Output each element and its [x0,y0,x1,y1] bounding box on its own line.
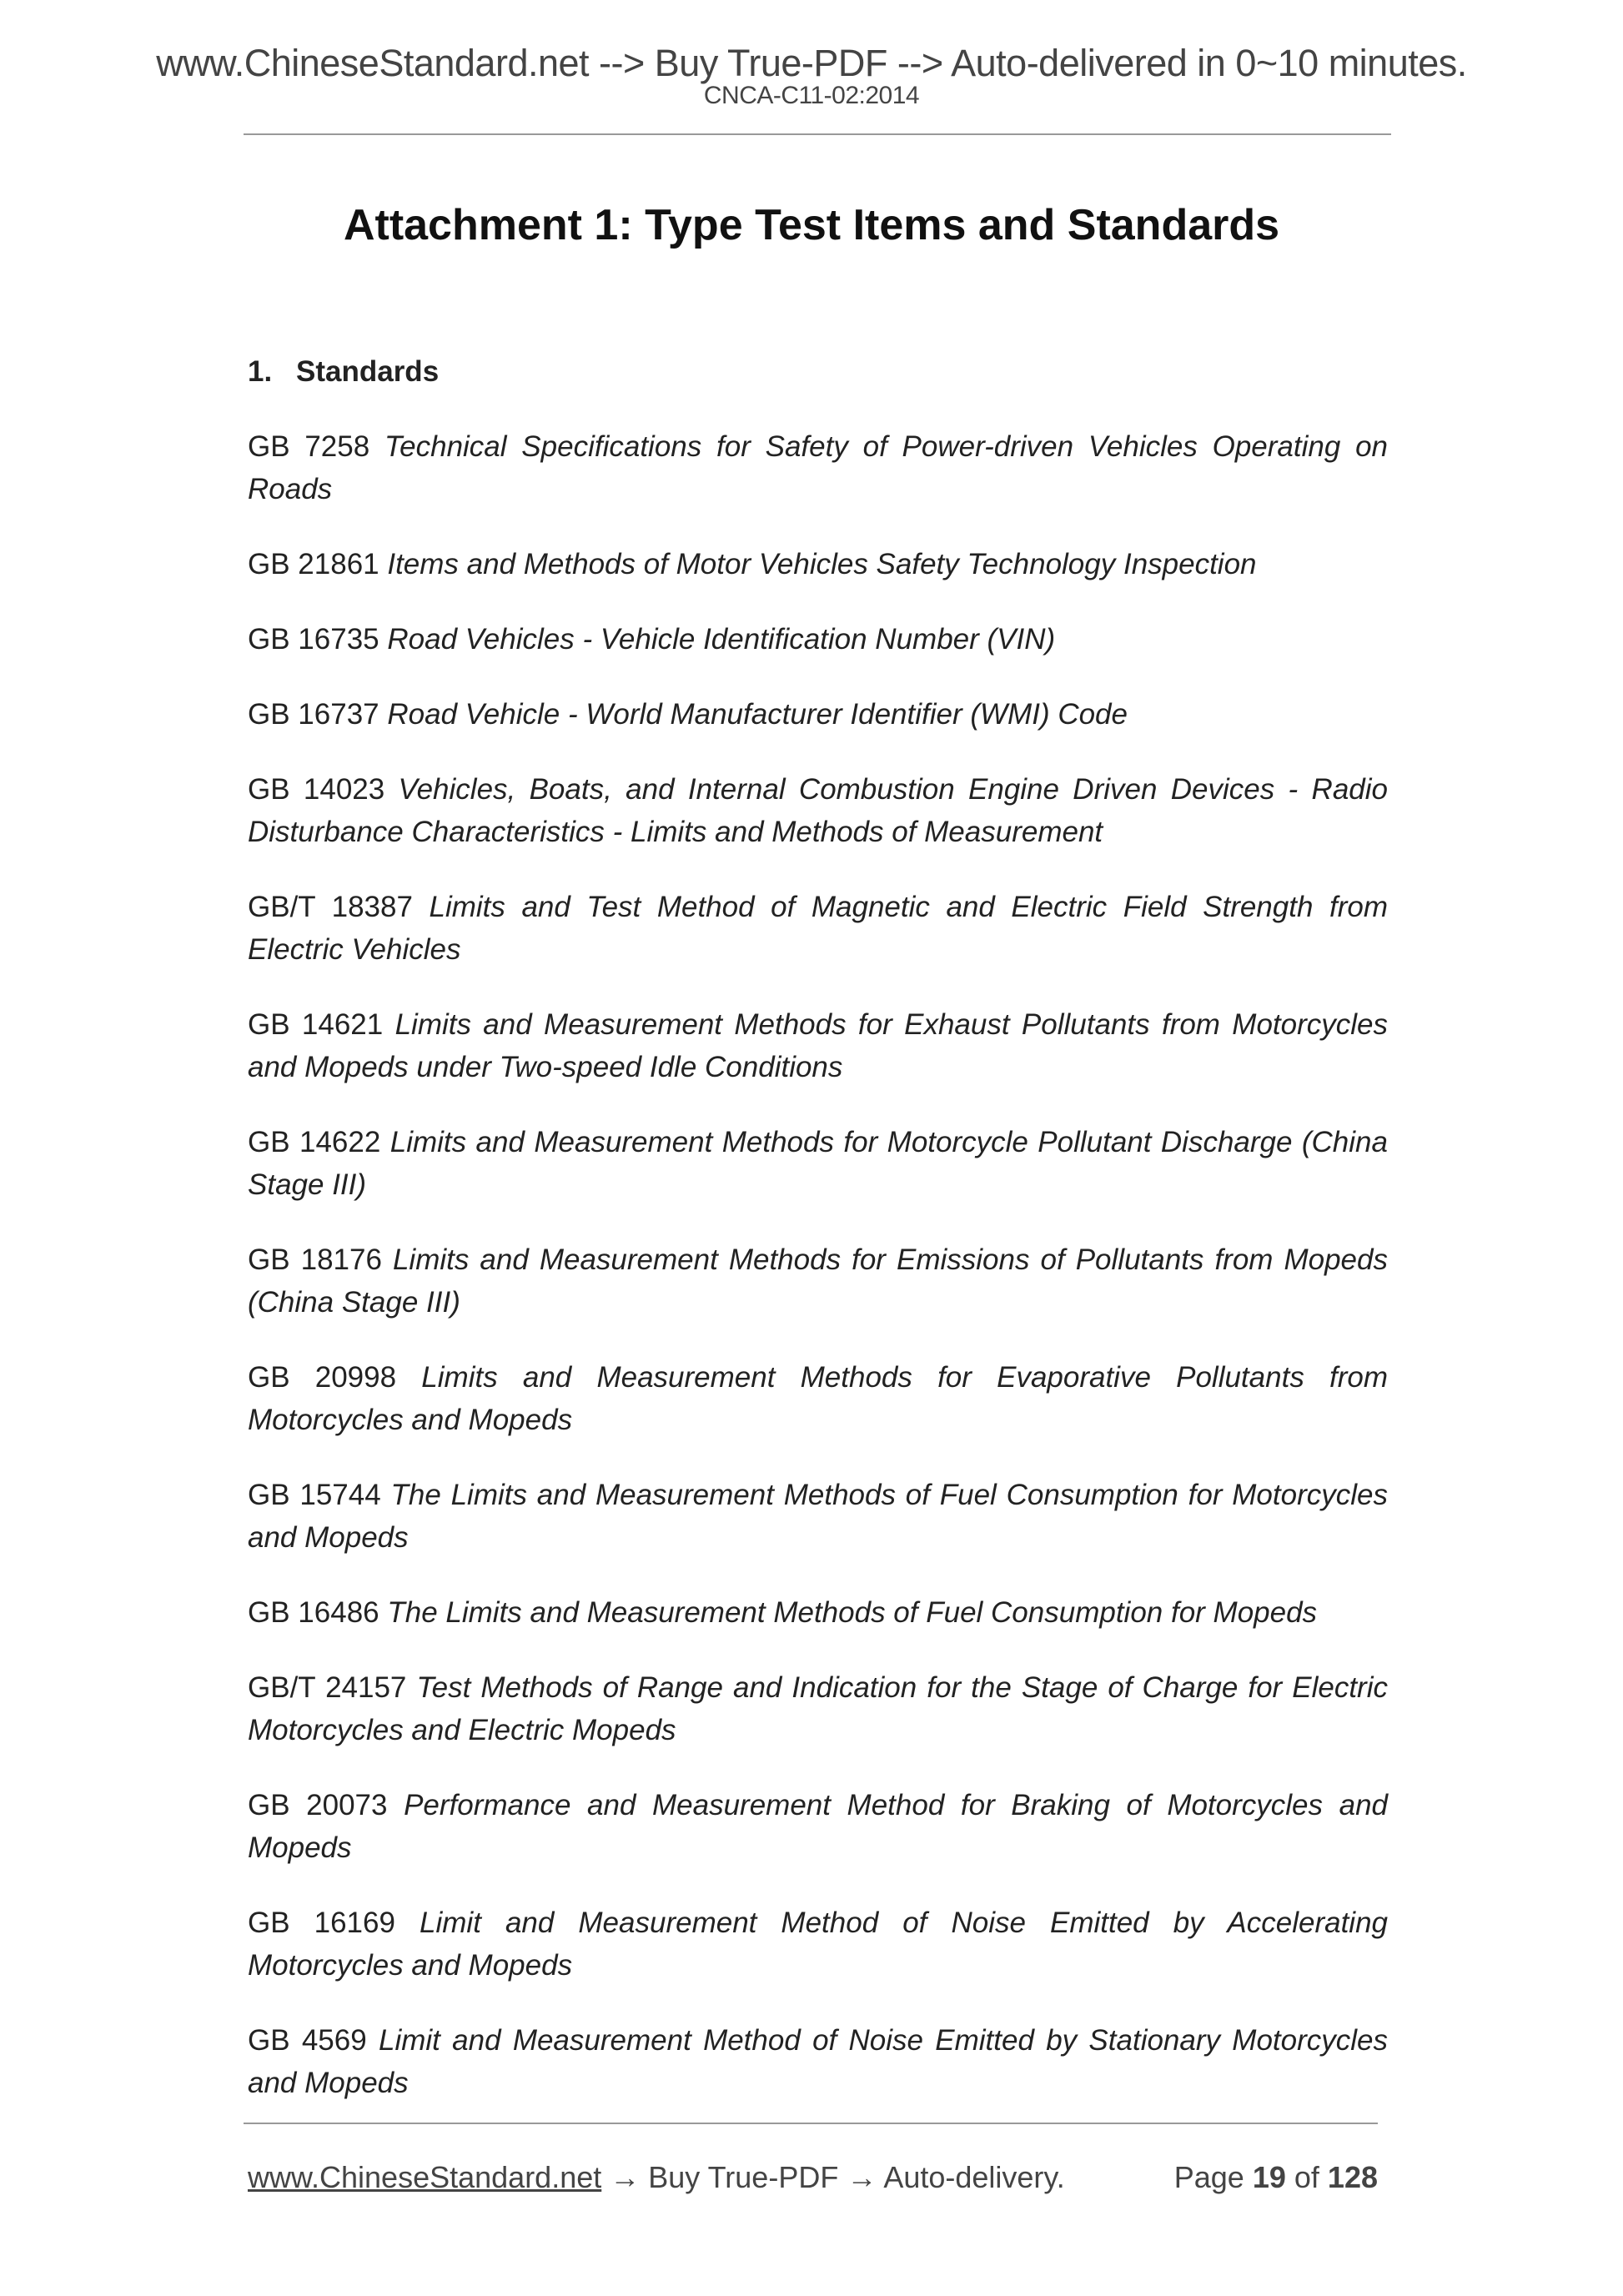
standard-item [248,1474,1388,1559]
standard-title: Road Vehicles - Vehicle Identification Number (VIN) [387,623,1056,656]
standard-code: GB 16737 [248,698,379,731]
standard-code: GB/T 18387 [248,891,413,923]
standard-item [248,693,1388,736]
page-title: Attachment 1: Type Test Items and Standards [343,201,1280,249]
standard-title: Vehicles, Boats, and Internal Combustion Engine Driven Devices - Radio Disturbance Characteristics - Limits and Methods of Measurement [248,773,1388,848]
standard-title: Technical Specifications for Safety of Power-driven Vehicles Operating on Roads [248,430,1389,505]
page-number: 19 [1252,2160,1286,2194]
document-code: CNCA-C11-02:2014 [703,82,920,109]
standard-code: GB 7258 [248,430,370,463]
standards-list [248,425,1388,2104]
section-title: Standards [296,355,440,388]
standard-title: Limit and Measurement Method of Noise Emitted by Accelerating Motorcycles and Mopeds [248,1907,1389,1982]
standard-code: GB 14621 [248,1008,384,1041]
page-footer [248,2160,1378,2195]
header-banner: www.ChineseStandard.net --> Buy True-PDF --> Auto-delivered in 0~10 minutes. [156,42,1467,84]
standard-title: The Limits and Measurement Methods of Fuel Consumption for Motorcycles and Mopeds [248,1479,1388,1554]
standard-title: Limits and Measurement Methods for Exhaust Pollutants from Motorcycles and Mopeds under Two-speed Idle Conditions [248,1008,1388,1083]
of-label: of [1294,2160,1319,2194]
standard-item [248,1591,1388,1634]
standard-item [248,1666,1388,1751]
standard-item [248,1003,1388,1088]
standard-item [248,1121,1388,1206]
standard-title: Limits and Test Method of Magnetic and Electric Field Strength from Electric Vehicles [248,891,1388,966]
standard-code: GB 16169 [248,1907,395,1939]
header-divider [244,133,1391,135]
standard-item [248,2019,1388,2104]
page-label: Page [1173,2160,1244,2194]
standard-title: Limits and Measurement Methods for Evaporative Pollutants from Motorcycles and Mopeds [248,1361,1389,1436]
standard-title: Limits and Measurement Methods for Motorcycle Pollutant Discharge (China Stage III) [248,1126,1388,1201]
standard-title: Limit and Measurement Method of Noise Emitted by Stationary Motorcycles and Mopeds [248,2024,1388,2099]
footer-text: → Buy True-PDF → Auto-delivery. [601,2160,1065,2194]
standard-code: GB 20073 [248,1789,388,1821]
standard-code: GB 16486 [248,1596,379,1629]
standard-title: Limits and Measurement Methods for Emissions of Pollutants from Mopeds (China Stage III) [248,1243,1388,1319]
standard-code: GB 15744 [248,1479,381,1511]
standard-item [248,1238,1388,1324]
footer-site-link[interactable]: www.ChineseStandard.net [248,2160,602,2194]
standard-title: Test Methods of Range and Indication for the Stage of Charge for Electric Motorcycles and Electric Mopeds [248,1671,1388,1746]
standard-code: GB 21861 [248,548,379,580]
page-indicator [1174,2160,1378,2195]
standard-item [248,543,1388,585]
standard-item [248,425,1388,510]
standard-code: GB 14622 [248,1126,381,1158]
standard-item [248,768,1388,853]
page-total: 128 [1327,2160,1378,2194]
standard-item [248,618,1388,661]
footer-divider [244,2123,1378,2124]
standard-item [248,1784,1388,1869]
standard-title: Road Vehicle - World Manufacturer Identifier (WMI) Code [387,698,1128,731]
standard-item [248,1356,1388,1441]
standard-code: GB 20998 [248,1361,397,1394]
standard-code: GB 18176 [248,1243,382,1276]
section-heading [248,350,1388,393]
standard-item [248,1902,1388,1987]
standard-code: GB 4569 [248,2024,367,2057]
standard-code: GB 16735 [248,623,379,656]
standard-title: Items and Methods of Motor Vehicles Safety Technology Inspection [387,548,1257,580]
standard-item [248,886,1388,971]
standard-code: GB 14023 [248,773,385,806]
standard-code: GB/T 24157 [248,1671,407,1704]
section-number: 1. [248,355,273,388]
standard-title: Performance and Measurement Method for Braking of Motorcycles and Mopeds [248,1789,1388,1864]
standard-title: The Limits and Measurement Methods of Fuel Consumption for Mopeds [387,1596,1318,1629]
document-body [248,350,1388,2137]
